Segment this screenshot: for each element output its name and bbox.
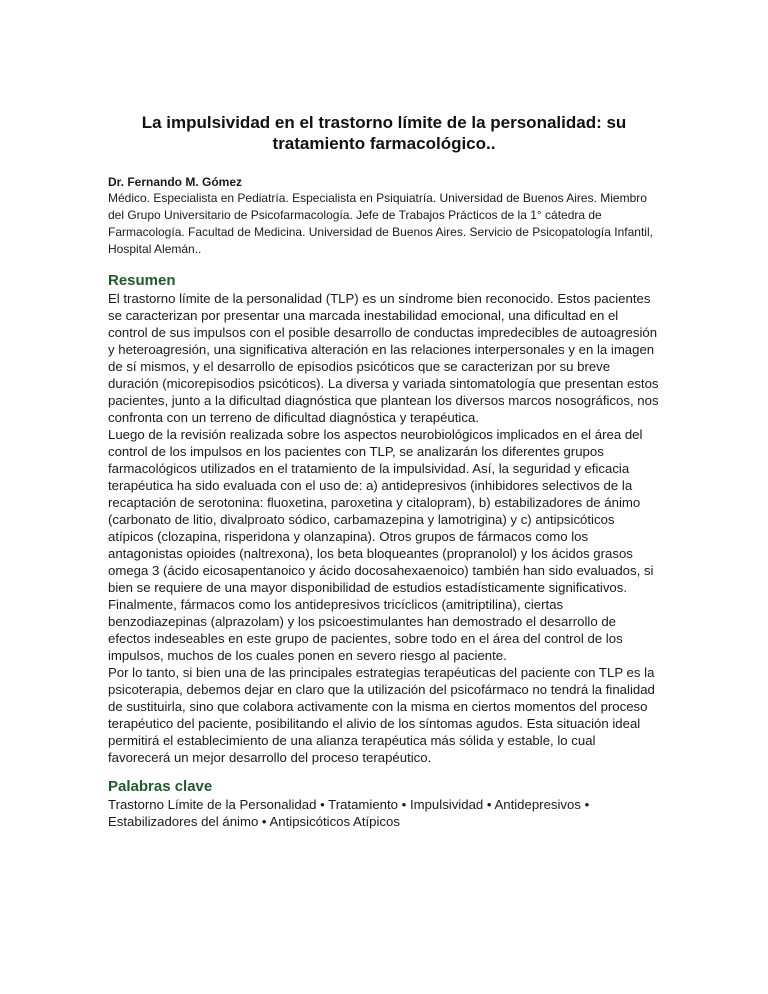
keywords-section xyxy=(108,778,660,830)
document-page xyxy=(108,112,660,830)
keywords-heading: Palabras clave xyxy=(108,778,213,795)
abstract-paragraph-1: El trastorno límite de la personalidad (TLP) es un síndrome bien reconocido. Estos pacientes se caracterizan por presentar una marcada inestabilidad emocional, una dificultad en el control de sus impulsos con el posible desarrollo de conductas impredecibles de autoagresión y heteroagresión, una significativa alteración en las relaciones interpersonales y en la imagen de sí mismos, y el desarrollo de episodios psicóticos que se caracterizan por su breve duración (micorepisodios psicóticos). La diversa y variada sintomatología que presentan estos pacientes, junto a la dificultad diagnóstica que plantean los diversos marcos nosográficos, nos confronta con un terreno de dificultad diagnóstica y terapéutica. xyxy=(108,291,659,425)
abstract-paragraph-2: Luego de la revisión realizada sobre los aspectos neurobiológicos implicados en el área del control de los impulsos en los pacientes con TLP, se analizarán los diferentes grupos farmacológicos utilizados en el tratamiento de la impulsividad. Así, la seguridad y eficacia terapéutica ha sido evaluada con el uso de: a) antidepresivos (inhibidores selectivos de la recaptación de serotonina: fluoxetina, paroxetina y citalopram), b) estabilizadores de ánimo (carbonato de litio, divalproato sódico, carbamazepina y lamotrigina) y c) antipsicóticos atípicos (clozapina, risperidona y olanzapina). Otros grupos de fármacos como los antagonistas opioides (naltrexona), los beta bloqueantes (propranolol) y los ácidos grasos omega 3 (ácido eicosapentanoico y ácido docosahexaenoico) también han sido evaluados, si bien se requiere de una mayor disponibilidad de estudios estadísticamente significativos. Finalmente, fármacos como los antidepresivos tricíclicos (amitriptilina), ciertas benzodiazepinas (alprazolam) y los psicoestimulantes han demostrado el desarrollo de efectos indeseables en este grupo de pacientes, sobre todo en el área del control de los impulsos, muchos de los cuales ponen en severo riesgo al paciente. xyxy=(108,427,654,663)
abstract-heading: Resumen xyxy=(108,272,176,289)
abstract-paragraph-3: Por lo tanto, si bien una de las principales estrategias terapéuticas del paciente con TLP es la psicoterapia, debemos dejar en claro que la utilización del psicofármaco no tendrá la finalidad de sustituirla, sino que colabora activamente con la misma en ciertos momentos del proceso terapéutico del paciente, posibilitando el alivio de los síntomas agudos. Esta situación ideal permitirá el establecimiento de una alianza terapéutica más sólida y estable, lo cual favorecerá un mejor desarrollo del proceso terapéutico. xyxy=(108,665,655,765)
section-spacer xyxy=(108,766,660,778)
author-affiliation: Médico. Especialista en Pediatría. Especialista en Psiquiatría. Universidad de Buenos Aires. Miembro del Grupo Universitario de Psicofarmacología. Jefe de Trabajos Prácticos de la 1° cátedra de Farmacología. Facultad de Medicina. Universidad de Buenos Aires. Servicio de Psicopatología Infantil, Hospital Alemán.. xyxy=(108,191,653,256)
author-name: Dr. Fernando M. Gómez xyxy=(108,175,243,189)
paper-title: La impulsividad en el trastorno límite de la personalidad: su tratamiento farmacológico.. xyxy=(141,113,627,153)
abstract-section xyxy=(108,272,660,766)
keywords-list: Trastorno Límite de la Personalidad • Tratamiento • Impulsividad • Antidepresivos • Estabilizadores del ánimo • Antipsicóticos Atípicos xyxy=(108,797,590,829)
